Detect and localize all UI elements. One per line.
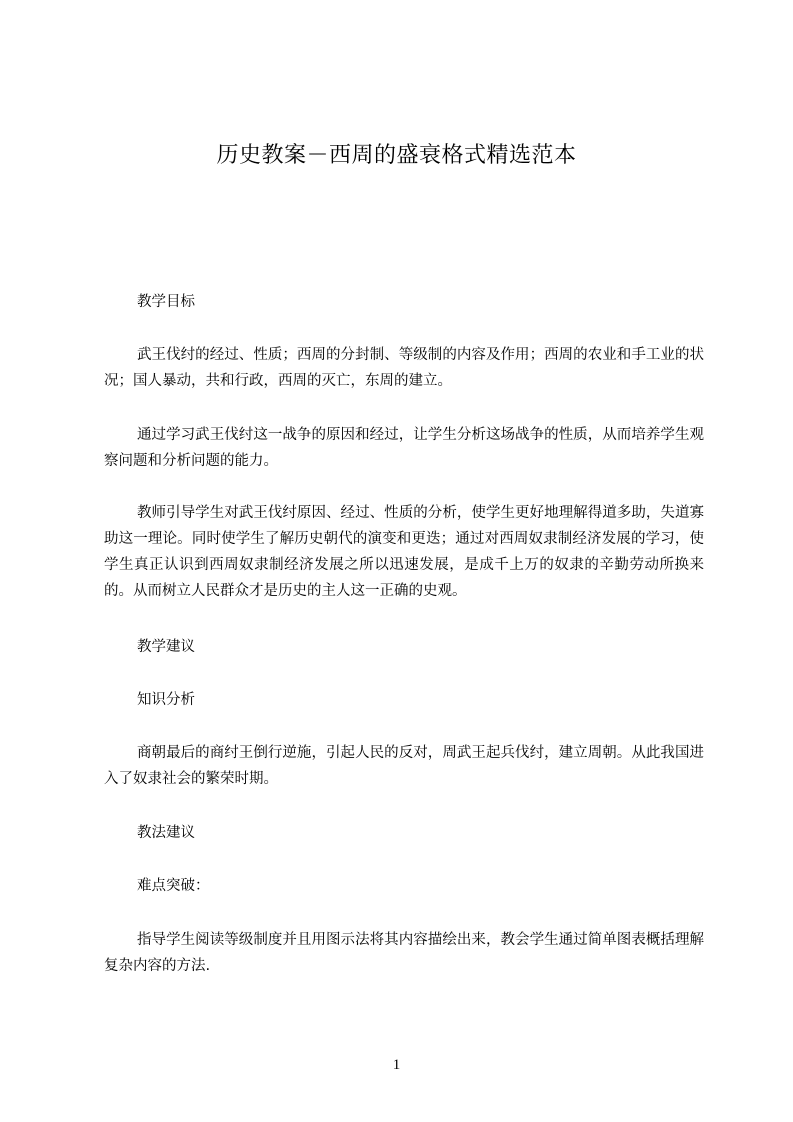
paragraph-goal-ability: 通过学习武王伐纣这一战争的原因和经过，让学生分析这场战争的性质，从而培养学生观察问题和分析问题的能力。 [104,427,704,469]
page-number: 1 [392,1057,401,1073]
document-title: 历史教案－西周的盛衰格式精选范本 [216,143,577,168]
paragraph-goal-thought: 教师引导学生对武王伐纣原因、经过、性质的分析，使学生更好地理解得道多助，失道寡助这一理论。同时使学生了解历史朝代的演变和更迭；通过对西周奴隶制经济发展的学习，使学生真正认识到西周奴隶制经济发展之所以迅速发展，是成千上万的奴隶的辛勤劳动所换来的。从而树立人民群众才是历史的主人这一正确的史观。 [104,505,704,599]
heading-teaching-goals: 教学目标 [137,294,195,310]
paragraph-knowledge-analysis: 商朝最后的商纣王倒行逆施，引起人民的反对，周武王起兵伐纣，建立周朝。从此我国进入了奴隶社会的繁荣时期。 [104,745,704,787]
heading-teaching-suggestions: 教学建议 [137,639,195,655]
heading-method-suggestions: 教法建议 [137,825,195,841]
heading-difficulty: 难点突破： [137,878,210,894]
heading-knowledge-analysis: 知识分析 [137,692,195,708]
paragraph-goal-knowledge: 武王伐纣的经过、性质；西周的分封制、等级制的内容及作用；西周的农业和手工业的状况；国人暴动，共和行政，西周的灭亡，东周的建立。 [104,347,704,389]
paragraph-difficulty: 指导学生阅读等级制度并且用图示法将其内容描绘出来，教会学生通过简单图表概括理解复杂内容的方法. [104,932,704,974]
